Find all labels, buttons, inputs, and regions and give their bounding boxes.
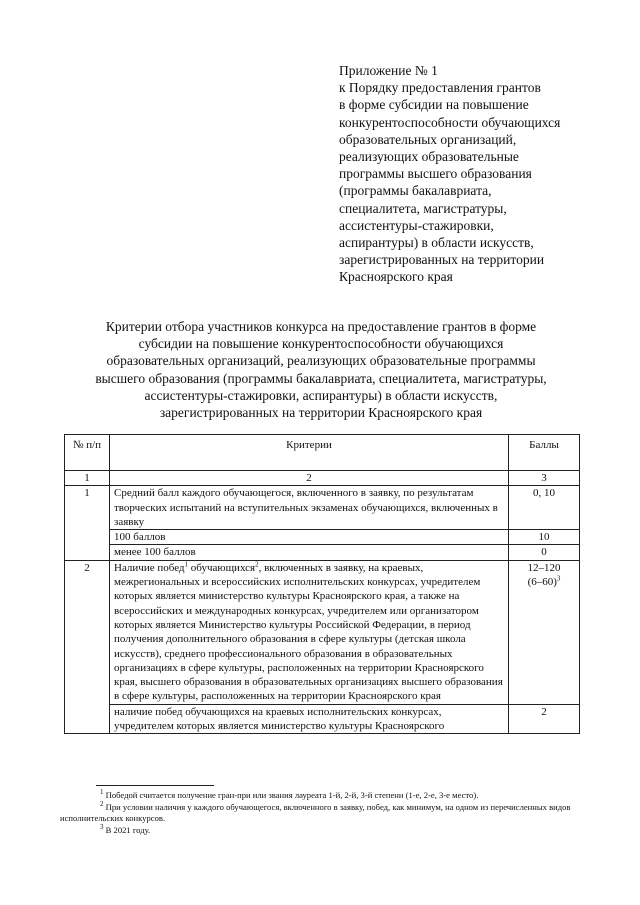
criteria-text: наличие побед обучающихся на краевых исполнительских конкурсах, учредителем которых является министерство культуры Красноярского: [110, 704, 509, 734]
appendix-line: Приложение № 1: [339, 63, 438, 78]
footnote-divider: [96, 785, 214, 786]
column-number-row: [65, 471, 580, 486]
footnote-mark: 1: [100, 788, 104, 797]
col-num-1: 1: [65, 471, 110, 486]
table-row: [65, 486, 580, 530]
footnotes: [60, 790, 600, 836]
row-number: 2: [65, 560, 110, 734]
table-row: [65, 560, 580, 704]
appendix-line: в форме субсидии на повышение: [339, 97, 529, 113]
footnote-text: Победой считается получение гран-при или звания лауреата 1-й, 2-й, 3-й степени (1-е, 2-е, 3-е место).: [103, 790, 479, 800]
footnote-3: [60, 822, 600, 837]
appendix-line: образовательных организаций,: [339, 131, 517, 147]
criteria-text-part: обучающихся: [188, 561, 256, 574]
table-header-row: [65, 435, 580, 471]
document-title: [56, 318, 586, 421]
appendix-line: к Порядку предоставления грантов: [339, 80, 541, 96]
criteria-text-part: , включенных в заявку, на краевых, межрегиональных и всероссийских исполнительских конкурсах, учредителем которых является министерство культуры Красноярского края, а также на всероссийских и международных конкурсах, учредителем или организатором которых является Министерство культуры Российской Федерации, в период получения дополнительного образования в сфере культуры (детская школа искусств), среднего профессионального образования в образовательных организациях в сфере культуры, расположенных на территории Красноярского края, высшего образования в образовательных организациях высшего образования в сфере культуры, расположенных на территории Красноярского края: [114, 561, 503, 703]
title-line: образовательных организаций, реализующих образовательные программы: [106, 353, 536, 369]
points-value: 0: [509, 545, 580, 560]
criteria-text: [110, 560, 509, 704]
col-num-2: 2: [110, 471, 509, 486]
footnote-mark: 3: [100, 822, 104, 831]
points-text: (6–60): [527, 576, 557, 589]
footnote-2: [60, 799, 600, 825]
points-value: 2: [509, 704, 580, 734]
col-num-3: 3: [509, 471, 580, 486]
criteria-table: [64, 434, 580, 734]
table-subrow: [65, 704, 580, 734]
header-points: Баллы: [509, 435, 580, 471]
points-value: 0, 10: [509, 486, 580, 530]
appendix-line: реализующих образовательные: [339, 149, 519, 165]
appendix-line: (программы бакалавриата,: [339, 183, 492, 199]
footnote-ref: 2: [255, 560, 259, 569]
appendix-line: конкурентоспособности обучающихся: [339, 114, 561, 130]
title-line: ассистентуры-стажировки, аспирантуры) в области искусств,: [144, 387, 498, 403]
appendix-line: специалитета, магистратуры,: [339, 200, 507, 216]
appendix-line: аспирантуры) в области искусств,: [339, 235, 534, 251]
criteria-text: Средний балл каждого обучающегося, включенного в заявку, по результатам творческих испытаний на вступительных экзаменах обучающихся, включенных в заявку: [110, 486, 509, 530]
criteria-text: менее 100 баллов: [110, 545, 509, 560]
points-value: [509, 560, 580, 704]
criteria-text: 100 баллов: [110, 530, 509, 545]
footnote-1: [60, 790, 600, 802]
header-criteria: Критерии: [110, 435, 509, 471]
points-value: 10: [509, 530, 580, 545]
header-num: № п/п: [65, 435, 110, 471]
footnote-text: При условии наличия у каждого обучающегося, включенного в заявку, побед, как минимум, на одном из перечисленных видов исполнительских конкурсов.: [60, 801, 571, 823]
appendix-line: ассистентуры-стажировки,: [339, 217, 494, 233]
title-line: субсидии на повышение конкурентоспособности обучающихся: [138, 336, 504, 352]
table-subrow: [65, 530, 580, 545]
footnote-ref: 1: [184, 560, 189, 569]
title-line: зарегистрированных на территории Красноярского края: [159, 405, 483, 421]
footnote-mark: 2: [100, 799, 104, 808]
criteria-text-part: Наличие побед: [114, 561, 185, 574]
points-line: 12–120: [527, 561, 561, 574]
appendix-line: Красноярского края: [339, 269, 453, 285]
row-number: 1: [65, 486, 110, 560]
table-subrow: [65, 545, 580, 560]
footnote-ref: 3: [556, 574, 561, 583]
points-line: [513, 575, 575, 589]
title-line: Критерии отбора участников конкурса на предоставление грантов в форме: [105, 319, 537, 334]
title-line: высшего образования (программы бакалавриата, специалитета, магистратуры,: [95, 370, 547, 386]
appendix-line: программы высшего образования: [339, 166, 532, 182]
footnote-text: В 2021 году.: [103, 824, 151, 835]
appendix-heading: [339, 62, 619, 286]
appendix-line: зарегистрированных на территории: [339, 252, 545, 268]
